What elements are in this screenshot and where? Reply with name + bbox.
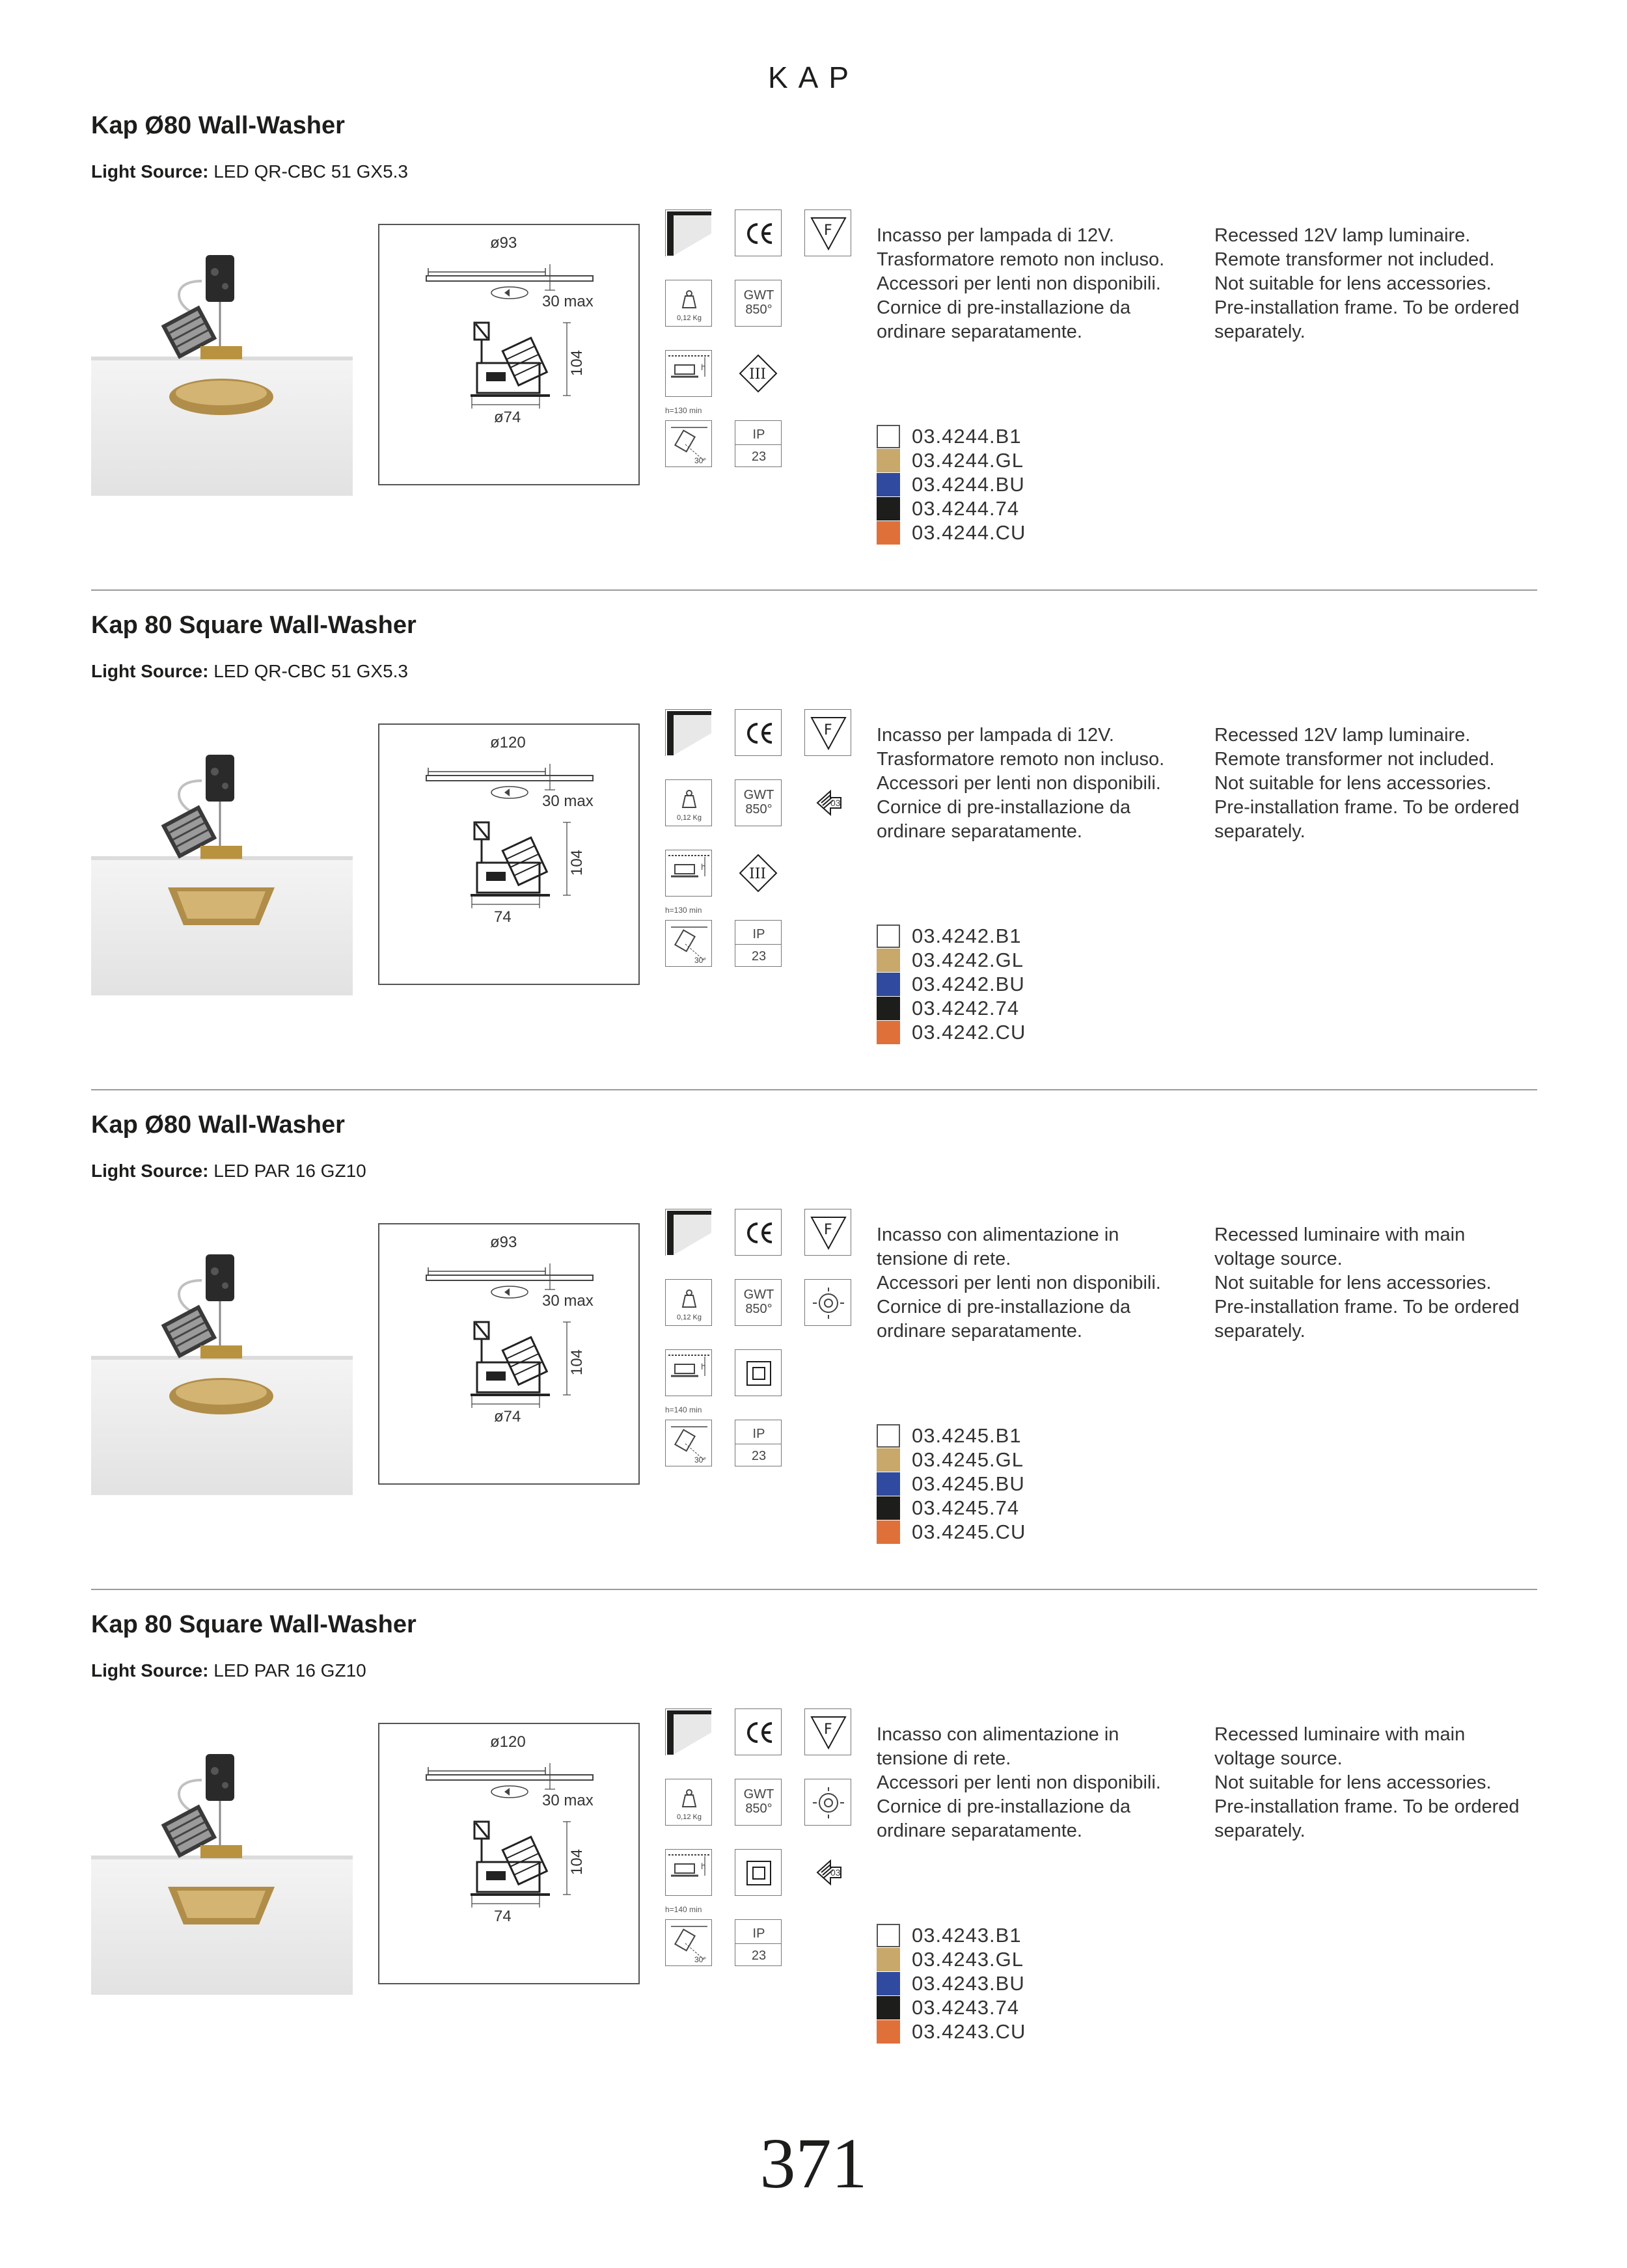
product-code: 03.4242.74: [912, 996, 1020, 1019]
energy-class-icon: [804, 779, 851, 826]
installation-height-icon: [665, 1849, 712, 1896]
product-code: 03.4245.74: [912, 1496, 1020, 1519]
ip-value: 23: [751, 450, 767, 464]
class-iii-icon: [735, 350, 782, 397]
ip-label: IP: [752, 927, 765, 941]
technical-drawing: [378, 723, 640, 985]
energy-class-value: 03: [830, 798, 841, 808]
finish-code-row: [877, 2019, 1026, 2044]
description-line: Pre-installation frame. To be ordered: [1214, 1796, 1520, 1817]
page-number: 371: [759, 2124, 868, 2203]
brand-title: KAP: [767, 61, 860, 94]
finish-swatch: [877, 1472, 900, 1496]
tilt-angle-icon: [665, 920, 712, 967]
product-photo: [91, 1708, 353, 1995]
description-line: voltage source.: [1214, 1249, 1343, 1269]
description-line: tensione di rete.: [877, 1249, 1011, 1269]
ce-mark-icon: [735, 709, 782, 756]
finish-code-row: [877, 1971, 1026, 1995]
tilt-angle-value: 30°: [694, 456, 707, 465]
description-line: Not suitable for lens accessories.: [1214, 1273, 1492, 1293]
ip-rating-icon: [735, 920, 782, 967]
light-source: [91, 1161, 366, 1181]
tilt-angle-icon: [665, 1420, 712, 1466]
gwt-label: GWT: [743, 1288, 774, 1302]
energy-class-icon: [804, 1849, 851, 1896]
product-code: 03.4245.B1: [912, 1424, 1022, 1447]
section-title: Kap Ø80 Wall-Washer: [91, 112, 345, 139]
ip-rating-icon: [735, 1420, 782, 1466]
dim-height: 104: [568, 849, 586, 876]
description-english: [1214, 224, 1540, 344]
f-mark-icon: [804, 1209, 851, 1256]
ip-label: IP: [752, 427, 765, 442]
light-source: [91, 161, 408, 182]
description-line: Accessori per lenti non disponibili.: [877, 1772, 1161, 1793]
finish-code-list: [877, 1424, 1026, 1544]
section-title: Kap Ø80 Wall-Washer: [91, 1111, 345, 1139]
product-code: 03.4243.BU: [912, 1971, 1025, 1995]
finish-code-list: [877, 924, 1026, 1044]
beam-direction-icon: [665, 709, 712, 756]
weight-value: 0,12 Kg: [677, 1314, 702, 1321]
dim-bottom: ø74: [494, 409, 521, 426]
finish-code-row: [877, 424, 1026, 448]
gwt-icon: [735, 1279, 782, 1326]
finish-swatch: [877, 973, 900, 996]
product-photo: [91, 709, 353, 995]
gwt-label: GWT: [743, 788, 774, 802]
light-source-label: Light Source:: [91, 1660, 209, 1681]
description-line: Remote transformer not included.: [1214, 749, 1495, 770]
min-height-label: h=130 min: [665, 906, 702, 915]
weight-icon: [665, 1279, 712, 1326]
finish-swatch: [877, 1996, 900, 2019]
light-source-label: Light Source:: [91, 1161, 209, 1181]
product-code: 03.4245.BU: [912, 1472, 1025, 1495]
svg-text:F: F: [824, 1721, 832, 1738]
lamp-icon: [804, 1779, 851, 1826]
light-source: [91, 661, 408, 682]
product-section: [91, 612, 1536, 1067]
product-code: 03.4243.CU: [912, 2019, 1026, 2043]
description-line: Not suitable for lens accessories.: [1214, 1772, 1492, 1793]
product-section: [91, 1111, 1536, 1567]
description-line: Cornice di pre-installazione da: [877, 1297, 1131, 1317]
svg-text:III: III: [749, 866, 767, 882]
dim-height: 104: [568, 349, 586, 377]
finish-swatch: [877, 1021, 900, 1044]
finish-swatch: [877, 1924, 900, 1947]
gwt-icon: [735, 779, 782, 826]
finish-code-row: [877, 1472, 1026, 1496]
dim-bottom: 74: [494, 1908, 512, 1925]
ip-value: 23: [751, 1949, 767, 1963]
description-english: [1214, 723, 1540, 844]
product-code: 03.4244.BU: [912, 472, 1025, 496]
finish-code-row: [877, 448, 1026, 472]
dim-top-diameter: ø120: [490, 734, 526, 751]
product-code: 03.4243.74: [912, 1995, 1020, 2019]
ip-rating-icon: [735, 1919, 782, 1966]
energy-class-value: 03: [830, 1867, 841, 1878]
tilt-angle-value: 30°: [694, 956, 707, 965]
weight-value: 0,12 Kg: [677, 314, 702, 322]
description-line: Incasso per lampada di 12V.: [877, 725, 1114, 746]
finish-code-row: [877, 972, 1026, 996]
gwt-label: GWT: [743, 288, 774, 303]
ip-divider: [735, 444, 781, 445]
finish-swatch: [877, 1972, 900, 1995]
description-line: Incasso per lampada di 12V.: [877, 225, 1114, 246]
description-line: ordinare separatamente.: [877, 821, 1082, 842]
gwt-label: GWT: [743, 1787, 774, 1802]
description-line: voltage source.: [1214, 1748, 1343, 1769]
product-code: 03.4242.GL: [912, 948, 1024, 971]
light-source-label: Light Source:: [91, 161, 209, 182]
finish-code-row: [877, 1496, 1026, 1520]
weight-icon: [665, 779, 712, 826]
description-italian: [877, 1223, 1202, 1343]
finish-code-list: [877, 1923, 1026, 2044]
description-line: Incasso con alimentazione in: [877, 1224, 1119, 1245]
installation-height-icon: [665, 1349, 712, 1396]
section-divider: [91, 1589, 1537, 1590]
gwt-temperature: 850°: [745, 802, 772, 817]
finish-swatch: [877, 473, 900, 496]
gwt-icon: [735, 280, 782, 327]
finish-code-row: [877, 1923, 1026, 1947]
svg-text:h: h: [701, 1862, 706, 1871]
svg-text:F: F: [824, 1222, 832, 1238]
description-line: Pre-installation frame. To be ordered: [1214, 1297, 1520, 1317]
finish-code-row: [877, 1424, 1026, 1448]
finish-code-row: [877, 520, 1026, 545]
finish-swatch: [877, 2020, 900, 2044]
light-source-value: LED PAR 16 GZ10: [213, 1161, 366, 1181]
description-line: separately.: [1214, 1321, 1306, 1342]
product-code: 03.4242.CU: [912, 1020, 1026, 1044]
description-line: Trasformatore remoto non incluso.: [877, 249, 1165, 270]
section-title: Kap 80 Square Wall-Washer: [91, 612, 417, 639]
lamp-icon: [804, 1279, 851, 1326]
ce-mark-icon: [735, 209, 782, 256]
light-source-value: LED QR-CBC 51 GX5.3: [213, 161, 409, 182]
dim-top-diameter: ø93: [490, 234, 517, 252]
ip-label: IP: [752, 1926, 765, 1941]
description-line: Recessed 12V lamp luminaire.: [1214, 225, 1471, 246]
product-section: [91, 112, 1536, 567]
ce-mark-icon: [735, 1708, 782, 1755]
description-line: separately.: [1214, 821, 1306, 842]
class-iii-icon: [735, 850, 782, 897]
dim-height: 104: [568, 1848, 586, 1876]
technical-drawing: [378, 1223, 640, 1485]
dim-cut-depth: 30 max: [542, 792, 594, 810]
ip-divider: [735, 1943, 781, 1944]
gwt-temperature: 850°: [745, 1302, 772, 1316]
beam-direction-icon: [665, 209, 712, 256]
description-line: Recessed luminaire with main: [1214, 1224, 1466, 1245]
finish-swatch: [877, 1520, 900, 1544]
weight-icon: [665, 280, 712, 327]
svg-text:h: h: [701, 863, 706, 872]
description-italian: [877, 723, 1202, 844]
ip-divider: [735, 944, 781, 945]
ip-rating-icon: [735, 420, 782, 467]
dim-cut-depth: 30 max: [542, 293, 594, 310]
light-source-value: LED PAR 16 GZ10: [213, 1660, 366, 1681]
beam-direction-icon: [665, 1209, 712, 1256]
product-code: 03.4244.GL: [912, 448, 1024, 472]
description-line: tensione di rete.: [877, 1748, 1011, 1769]
section-title: Kap 80 Square Wall-Washer: [91, 1611, 417, 1638]
description-line: Not suitable for lens accessories.: [1214, 773, 1492, 794]
description-line: separately.: [1214, 1820, 1306, 1841]
description-english: [1214, 1223, 1540, 1343]
finish-code-row: [877, 1947, 1026, 1971]
finish-code-row: [877, 924, 1026, 948]
svg-text:h: h: [701, 1362, 706, 1371]
f-mark-icon: [804, 1708, 851, 1755]
tilt-angle-icon: [665, 1919, 712, 1966]
finish-code-row: [877, 472, 1026, 496]
finish-swatch: [877, 1424, 900, 1448]
light-source-value: LED QR-CBC 51 GX5.3: [213, 661, 409, 681]
dim-bottom: ø74: [494, 1408, 521, 1425]
beam-direction-icon: [665, 1708, 712, 1755]
product-code: 03.4245.GL: [912, 1448, 1024, 1471]
class-ii-icon: [735, 1349, 782, 1396]
product-photo: [91, 209, 353, 496]
dim-bottom: 74: [494, 908, 512, 926]
description-line: Accessori per lenti non disponibili.: [877, 773, 1161, 794]
ip-value: 23: [751, 1449, 767, 1463]
finish-code-list: [877, 424, 1026, 545]
product-code: 03.4243.B1: [912, 1923, 1022, 1947]
dim-top-diameter: ø93: [490, 1234, 517, 1251]
description-line: Remote transformer not included.: [1214, 249, 1495, 270]
finish-swatch: [877, 925, 900, 948]
description-line: Cornice di pre-installazione da: [877, 297, 1131, 318]
product-code: 03.4244.B1: [912, 424, 1022, 448]
gwt-temperature: 850°: [745, 1802, 772, 1816]
ce-mark-icon: [735, 1209, 782, 1256]
finish-swatch: [877, 997, 900, 1020]
light-source: [91, 1660, 366, 1681]
min-height-label: h=140 min: [665, 1905, 702, 1914]
min-height-label: h=130 min: [665, 406, 702, 415]
dim-top-diameter: ø120: [490, 1733, 526, 1751]
description-line: ordinare separatamente.: [877, 321, 1082, 342]
product-code: 03.4243.GL: [912, 1947, 1024, 1971]
product-code: 03.4244.74: [912, 496, 1020, 520]
finish-code-row: [877, 1020, 1026, 1044]
weight-icon: [665, 1779, 712, 1826]
svg-text:h: h: [701, 363, 706, 372]
finish-swatch: [877, 425, 900, 448]
weight-value: 0,12 Kg: [677, 1813, 702, 1821]
description-line: Trasformatore remoto non incluso.: [877, 749, 1165, 770]
finish-code-row: [877, 1448, 1026, 1472]
description-line: Recessed luminaire with main: [1214, 1724, 1466, 1745]
dim-height: 104: [568, 1349, 586, 1376]
installation-height-icon: [665, 850, 712, 897]
finish-swatch: [877, 497, 900, 520]
installation-height-icon: [665, 350, 712, 397]
class-ii-icon: [735, 1849, 782, 1896]
finish-swatch: [877, 521, 900, 545]
technical-drawing: [378, 1723, 640, 1984]
description-english: [1214, 1723, 1540, 1843]
description-line: Pre-installation frame. To be ordered: [1214, 797, 1520, 818]
section-divider: [91, 589, 1537, 591]
min-height-label: h=140 min: [665, 1405, 702, 1414]
ip-value: 23: [751, 949, 767, 964]
finish-code-row: [877, 1995, 1026, 2019]
description-line: Recessed 12V lamp luminaire.: [1214, 725, 1471, 746]
finish-code-row: [877, 496, 1026, 520]
technical-drawing: [378, 224, 640, 485]
dim-cut-depth: 30 max: [542, 1292, 594, 1310]
product-code: 03.4244.CU: [912, 520, 1026, 544]
finish-code-row: [877, 948, 1026, 972]
description-line: separately.: [1214, 321, 1306, 342]
finish-code-row: [877, 1520, 1026, 1544]
gwt-icon: [735, 1779, 782, 1826]
finish-swatch: [877, 1948, 900, 1971]
finish-swatch: [877, 449, 900, 472]
description-line: Accessori per lenti non disponibili.: [877, 273, 1161, 294]
product-code: 03.4242.BU: [912, 972, 1025, 995]
svg-text:F: F: [824, 722, 832, 738]
svg-text:F: F: [824, 223, 832, 239]
tilt-angle-value: 30°: [694, 1455, 707, 1465]
product-section: [91, 1611, 1536, 2066]
finish-swatch: [877, 949, 900, 972]
section-divider: [91, 1089, 1537, 1090]
product-code: 03.4242.B1: [912, 924, 1022, 947]
product-code: 03.4245.CU: [912, 1520, 1026, 1543]
description-line: Incasso con alimentazione in: [877, 1724, 1119, 1745]
tilt-angle-icon: [665, 420, 712, 467]
tilt-angle-value: 30°: [694, 1955, 707, 1964]
description-line: Not suitable for lens accessories.: [1214, 273, 1492, 294]
description-line: Accessori per lenti non disponibili.: [877, 1273, 1161, 1293]
dim-cut-depth: 30 max: [542, 1792, 594, 1809]
f-mark-icon: [804, 209, 851, 256]
finish-code-row: [877, 996, 1026, 1020]
finish-swatch: [877, 1496, 900, 1520]
product-photo: [91, 1209, 353, 1495]
finish-swatch: [877, 1448, 900, 1472]
description-italian: [877, 224, 1202, 344]
description-italian: [877, 1723, 1202, 1843]
svg-text:III: III: [749, 366, 767, 383]
description-line: ordinare separatamente.: [877, 1321, 1082, 1342]
description-line: ordinare separatamente.: [877, 1820, 1082, 1841]
description-line: Cornice di pre-installazione da: [877, 797, 1131, 818]
light-source-label: Light Source:: [91, 661, 209, 681]
description-line: Pre-installation frame. To be ordered: [1214, 297, 1520, 318]
ip-label: IP: [752, 1427, 765, 1441]
f-mark-icon: [804, 709, 851, 756]
weight-value: 0,12 Kg: [677, 814, 702, 822]
description-line: Cornice di pre-installazione da: [877, 1796, 1131, 1817]
gwt-temperature: 850°: [745, 303, 772, 317]
